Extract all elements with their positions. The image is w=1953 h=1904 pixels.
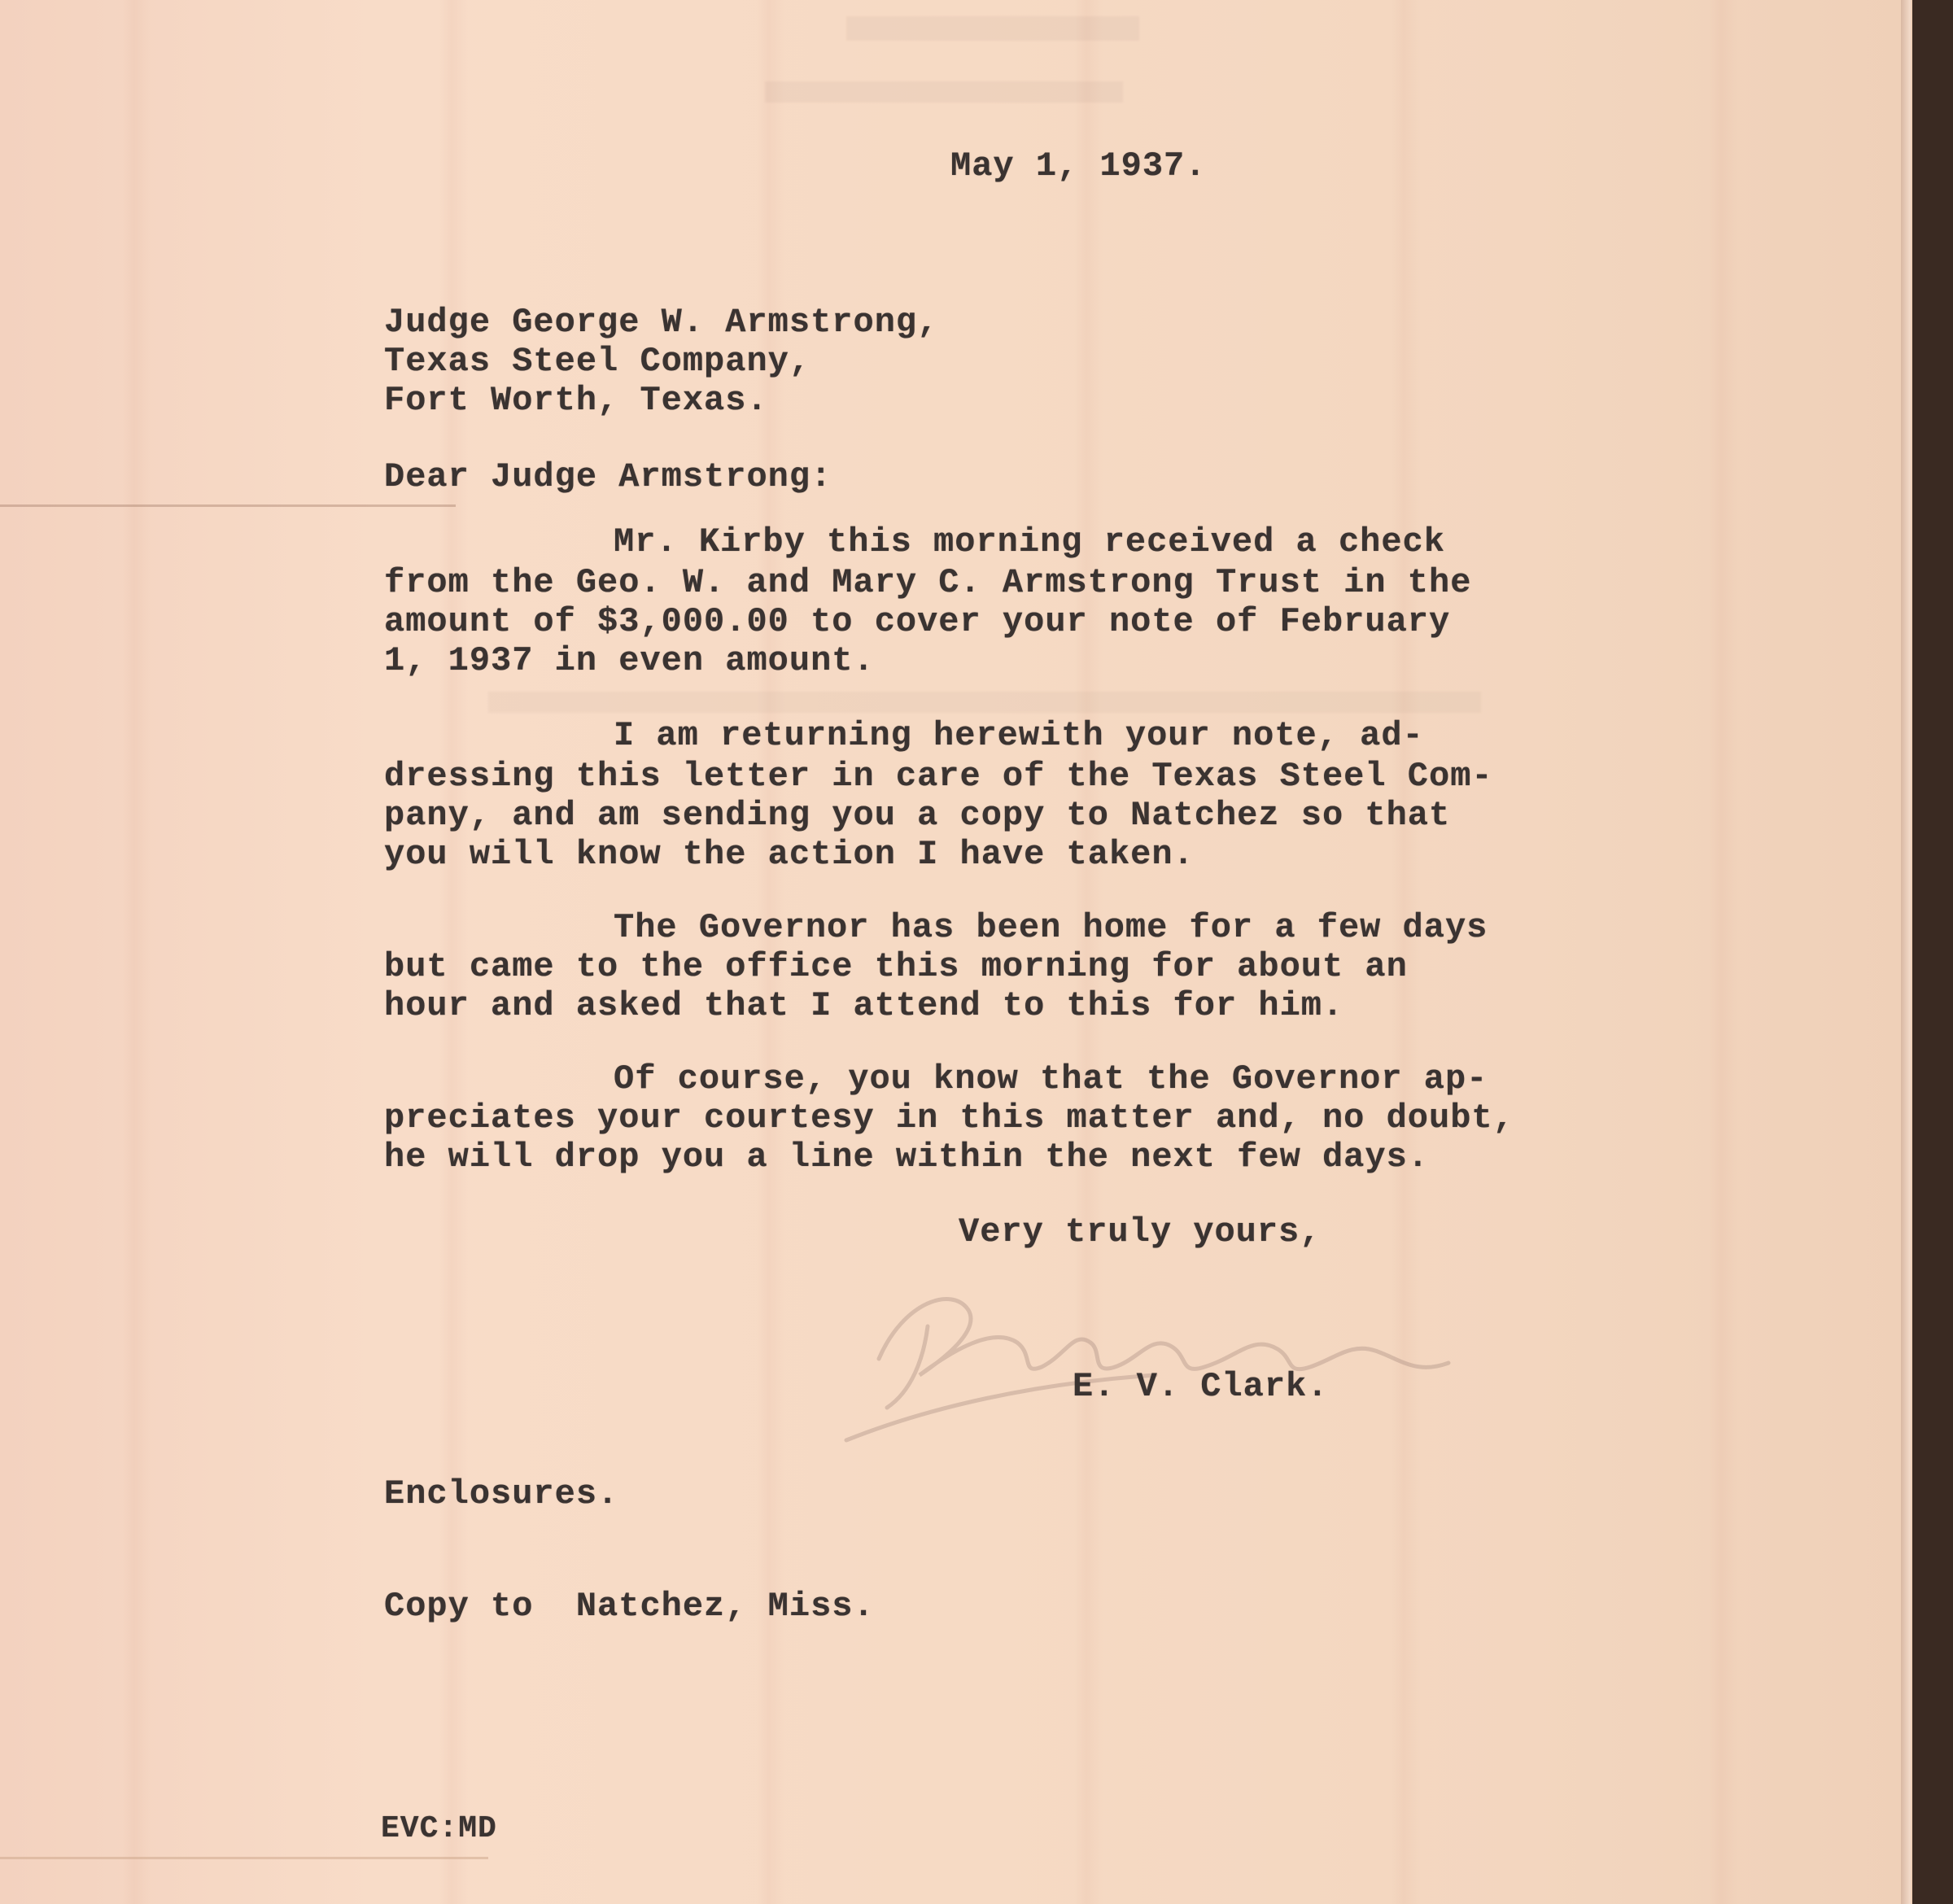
show-through-mark [846, 16, 1139, 41]
fold-line [0, 504, 456, 507]
paragraph-3-line: but came to the office this morning for about an [384, 947, 1408, 986]
recipient-company: Texas Steel Company, [384, 342, 811, 381]
page-edge [1901, 0, 1911, 1904]
paragraph-4-line: preciates your courtesy in this matter and, no doubt, [384, 1098, 1514, 1138]
paragraph-3-line: hour and asked that I attend to this for him. [384, 986, 1344, 1025]
paragraph-3-line: The Governor has been home for a few days [614, 908, 1488, 947]
paragraph-2-line: pany, and am sending you a copy to Natchez so that [384, 796, 1451, 835]
paragraph-2-line: I am returning herewith your note, ad- [614, 716, 1424, 755]
recipient-name: Judge George W. Armstrong, [384, 303, 939, 342]
typist-initials: EVC:MD [381, 1811, 497, 1846]
recipient-city: Fort Worth, Texas. [384, 381, 768, 420]
enclosures-note: Enclosures. [384, 1474, 619, 1513]
signer-name: E. V. Clark. [1073, 1367, 1329, 1406]
paragraph-4-line: he will drop you a line within the next few days. [384, 1138, 1430, 1177]
salutation: Dear Judge Armstrong: [384, 457, 832, 496]
paragraph-1-line: from the Geo. W. and Mary C. Armstrong Trust in the [384, 563, 1472, 602]
faint-signature-graphic [830, 1253, 1562, 1448]
paragraph-4-line: Of course, you know that the Governor ap- [614, 1059, 1488, 1098]
paragraph-1-line: Mr. Kirby this morning received a check [614, 522, 1445, 561]
paragraph-1-line: 1, 1937 in even amount. [384, 641, 875, 680]
paragraph-2-line: dressing this letter in care of the Texas Steel Com- [384, 757, 1493, 796]
show-through-mark [488, 692, 1481, 713]
letter-date: May 1, 1937. [950, 146, 1207, 186]
closing: Very truly yours, [959, 1212, 1322, 1251]
fold-line-bottom [0, 1857, 488, 1859]
paragraph-2-line: you will know the action I have taken. [384, 835, 1195, 874]
show-through-mark [765, 81, 1123, 103]
paragraph-1-line: amount of $3,000.00 to cover your note of February [384, 602, 1451, 641]
copy-to-note: Copy to Natchez, Miss. [384, 1587, 875, 1626]
